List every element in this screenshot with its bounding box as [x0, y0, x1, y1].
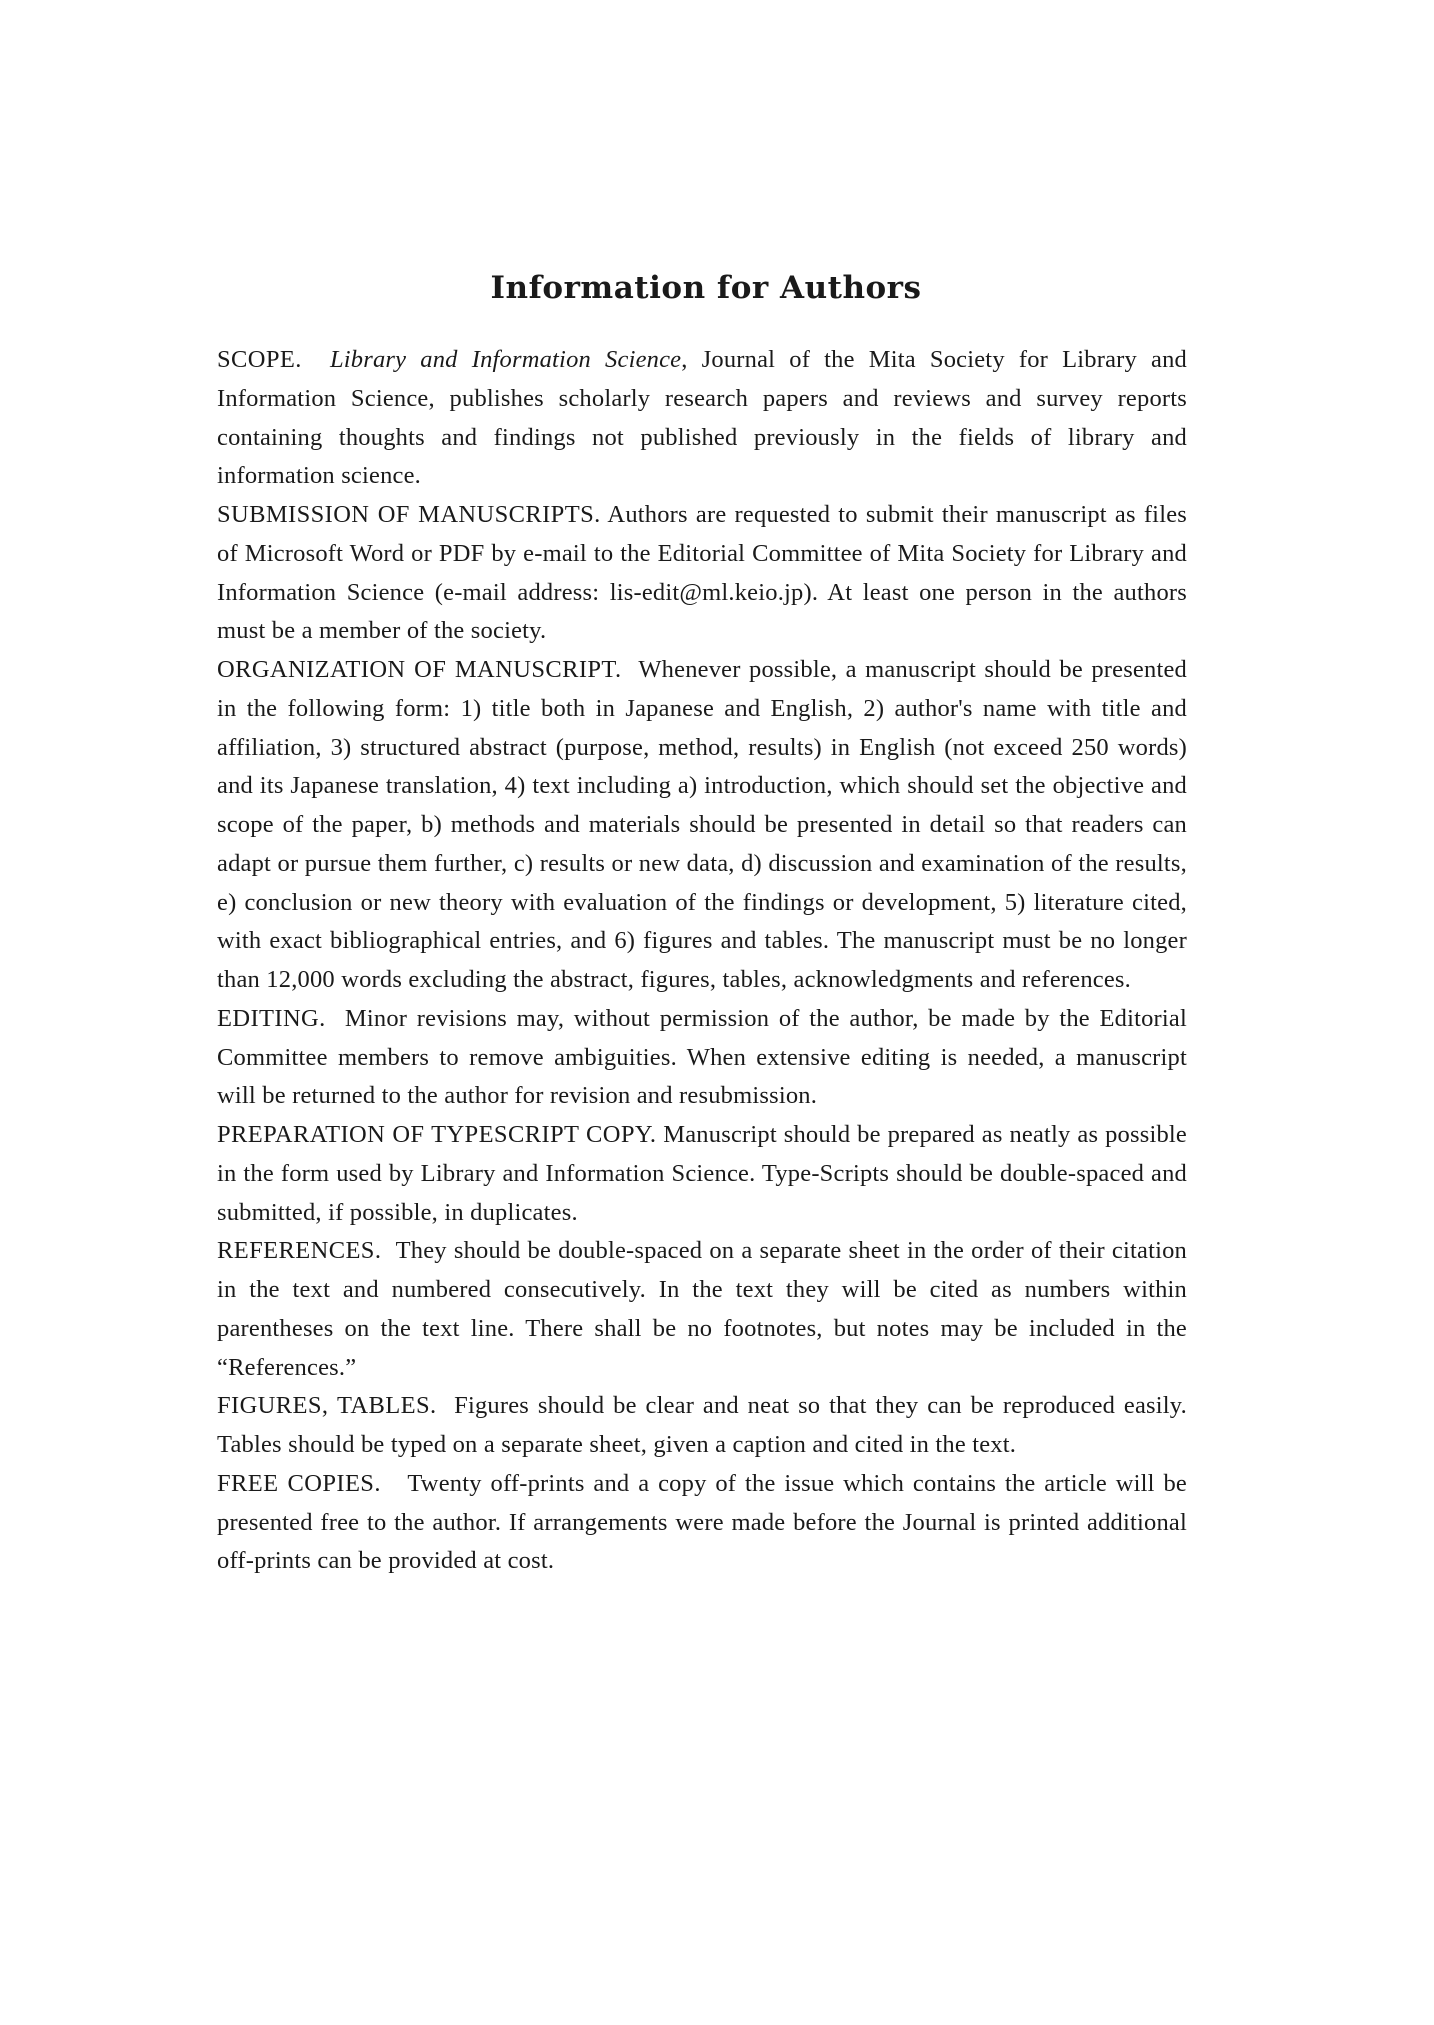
- section-free-copies: [217, 1465, 1187, 1581]
- section-text: Twenty off-prints and a copy of the issue which contains the article will be presented free to the author. If arrangements were made before the Journal is printed additional off-prints can be provided at cost.: [217, 1469, 1187, 1575]
- page-title: Information for Authors: [490, 270, 922, 306]
- section-text: Whenever possible, a manuscript should be presented in the following form: 1) title both in Japanese and English, 2) author's name with title and affiliation, 3) structured abstract (purpose, method, results) in English (not exceed 250 words) and its Japanese translation, 4) text including a) introduction, which should set the objective and scope of the paper, b) methods and materials should be presented in detail so that readers can adapt or pursue them further, c) results or new data, d) discussion and examination of the results, e) conclusion or new theory with evaluation of the findings or development, 5) literature cited, with exact bibliographical entries, and 6) figures and tables. The manuscript must be no longer than 12,000 words excluding the abstract, figures, tables, acknowledgments and references.: [217, 656, 1187, 993]
- section-text: Figures should be clear and neat so that they can be reproduced easily. Tables should be typed on a separate sheet, given a caption and cited in the text.: [217, 1392, 1187, 1458]
- section-text: They should be double-spaced on a separate sheet in the order of their citation in the text and numbered consecutively. In the text they will be cited as numbers within parentheses on the text line. There shall be no footnotes, but notes may be included in the “References.”: [217, 1237, 1187, 1381]
- section-heading: SUBMISSION OF MANUSCRIPTS.: [217, 501, 601, 528]
- section-text: Authors are requested to submit their manuscript as files of Microsoft Word or PDF by e-mail to the Editorial Committee of Mita Society for Library and Information Science (e-mail address: lis-edit@ml.keio.jp). At least one person in the authors must be a member of the society.: [217, 501, 1188, 645]
- section-heading: REFERENCES.: [217, 1237, 382, 1265]
- section-editing: [217, 1000, 1187, 1116]
- section-heading: FIGURES, TABLES.: [217, 1392, 437, 1420]
- section-text: Manuscript should be prepared as neatly as possible in the form used by Library and Information Science. Type-Scripts should be double-spaced and submitted, if possible, in duplicates.: [217, 1121, 1187, 1226]
- section-heading: EDITING.: [217, 1004, 326, 1032]
- journal-name: Library and Information Science: [329, 346, 682, 373]
- section-text: Minor revisions may, without permission of the author, be made by the Editorial Committee members to remove ambiguities. When extensive editing is needed, a manuscript will be returned to the author for revision and resubmission.: [217, 1004, 1187, 1110]
- section-submission: [217, 496, 1187, 651]
- section-organization: [217, 651, 1187, 1000]
- section-heading: FREE COPIES.: [217, 1469, 381, 1497]
- section-figures-tables: [217, 1387, 1187, 1465]
- section-references: [217, 1232, 1187, 1387]
- section-scope: [217, 341, 1187, 496]
- section-heading: ORGANIZATION OF MANUSCRIPT.: [217, 656, 622, 683]
- section-text: , Journal of the Mita Society for Library and Information Science, publishes scholarly research papers and reviews and survey reports containing thoughts and findings not published previously in the fields of library and information science.: [217, 346, 1187, 490]
- section-heading: PREPARATION OF TYPESCRIPT COPY.: [217, 1121, 657, 1148]
- document-body: [217, 341, 1187, 1581]
- section-preparation: [217, 1116, 1187, 1232]
- section-heading: SCOPE.: [217, 346, 302, 373]
